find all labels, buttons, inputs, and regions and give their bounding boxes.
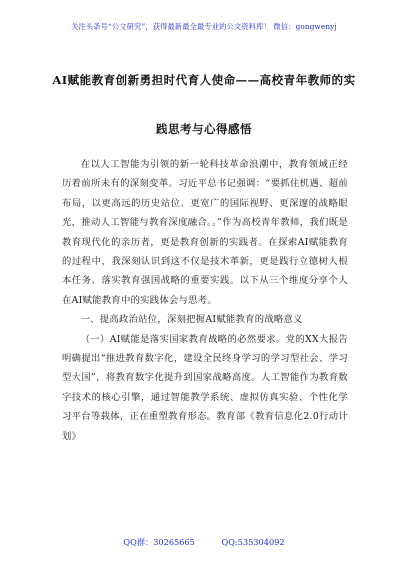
document-body xyxy=(62,155,348,446)
header-banner: 关注头条号“公文研究”，获得最新最全最专业的公文资料库！ 微信：gongwenyj xyxy=(71,22,337,31)
footer-contact xyxy=(0,537,408,548)
paragraph-section-1-1: （一）AI赋能是落实国家教育战略的必然要求。党的XX大报告明确提出“推进教育数字化，建设全民终身学习的学习型社会、学习型大国”，将教育数字化提升到国家战略高度。人工智能作为教育数字技术的核心引擎，通过智能教学系统、虚拟仿真实验、个性化学习平台等载体，正在重塑教育形态。教育部《教育信息化2.0行动计划》 xyxy=(62,333,348,442)
document-title-line2: 践思考与心得感悟 xyxy=(156,122,252,136)
footer-qq-group: QQ群：30265665 xyxy=(123,537,195,547)
footer-qq: QQ:535304092 xyxy=(221,537,285,547)
document-title-line1: AI赋能教育创新勇担时代育人使命——高校青年教师的实 xyxy=(52,73,356,87)
paragraph-intro: 在以人工智能为引领的新一轮科技革命浪潮中，教育领域正经历着前所未有的深刻变革。习近平总书记强调：“要抓住机遇、超前布局，以更高远的历史站位、更宽广的国际视野、更深邃的战略眼光，推动人工智能与教育深度融合。。”作为高校青年教师，我们既是教育现代化的亲历者，更是教育创新的实践者。在探索AI赋能教育的过程中，我深刻认识到这不仅是技术革新，更是践行立德树人根本任务、落实教育强国战略的重要实践。以下从三个维度分享个人在AI赋能教育中的实践体会与思考。 xyxy=(62,159,348,306)
section-heading-1: 一、提高政治站位，深刻把握AI赋能教育的战略意义 xyxy=(80,314,303,326)
